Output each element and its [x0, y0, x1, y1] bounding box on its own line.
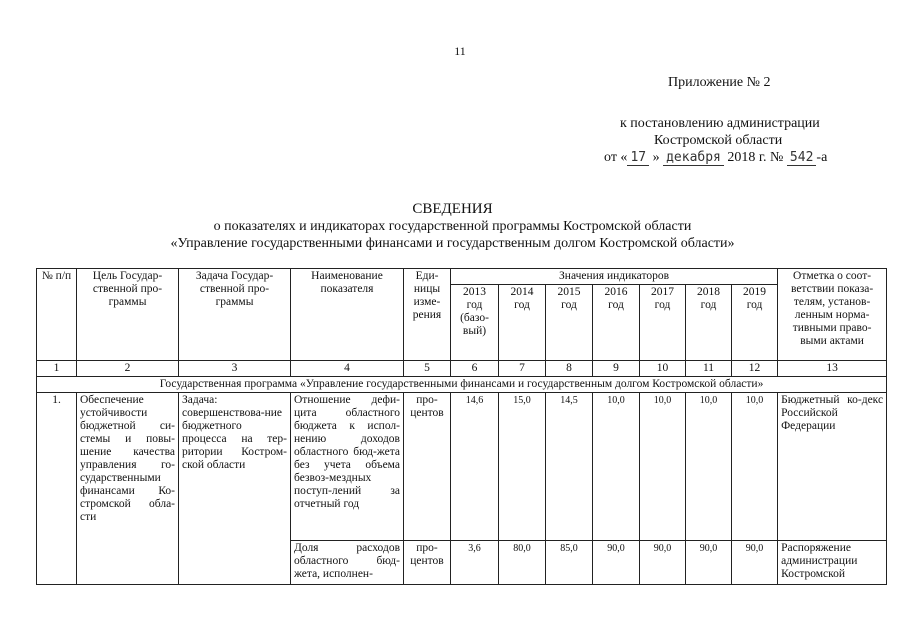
value-2018: 10,0 [686, 393, 732, 541]
mark-cell: Распоряжение администрации Костромской [778, 541, 887, 585]
header-year-2014: 2014 год [499, 285, 546, 361]
col-number: 4 [291, 361, 404, 377]
column-number-row [37, 361, 887, 377]
header-row-1 [37, 269, 887, 285]
goal-cell: Обеспечение устойчивости бюджетной си-стемы и повы-шение качества управления го-сударственными финансами Ко-стромской обла-сти [77, 393, 179, 585]
col-number: 12 [732, 361, 778, 377]
doc-subtitle-1: о показателях и индикаторах государственной программы Костромской области [213, 219, 692, 234]
decree-date-line [604, 150, 827, 166]
table-row [37, 393, 887, 541]
header-year-2017: 2017 год [640, 285, 686, 361]
decree-suffix: -а [816, 150, 828, 165]
header-goal: Цель Государ-ственной про-граммы [77, 269, 179, 361]
decree-line-1: к постановлению администрации [620, 116, 820, 131]
col-number: 13 [778, 361, 887, 377]
task-cell: Задача: совершенствова-ние бюджетного процесса на тер-ритории Костром-ской области [179, 393, 291, 585]
col-number: 8 [546, 361, 593, 377]
mark-cell: Бюджетный ко-декс Российской Федерации [778, 393, 887, 541]
page-number: 11 [454, 44, 466, 58]
col-number: 2 [77, 361, 179, 377]
value-2013: 14,6 [451, 393, 499, 541]
decree-month: декабря [663, 150, 724, 166]
decree-year: 2018 г. № [723, 150, 787, 165]
col-number: 11 [686, 361, 732, 377]
indicator-unit: про-центов [404, 393, 451, 541]
header-year-2015: 2015 год [546, 285, 593, 361]
value-2017: 10,0 [640, 393, 686, 541]
col-number: 6 [451, 361, 499, 377]
header-values-group: Значения индикаторов [451, 269, 778, 285]
program-title-cell: Государственная программа «Управление государственными финансами и государственным долгом Костромской области» [37, 377, 887, 393]
value-2015: 85,0 [546, 541, 593, 585]
value-2016: 90,0 [593, 541, 640, 585]
header-unit: Еди-ницы изме-рения [404, 269, 451, 361]
col-number: 1 [37, 361, 77, 377]
header-num: № п/п [37, 269, 77, 361]
value-2017: 90,0 [640, 541, 686, 585]
header-name: Наименование показателя [291, 269, 404, 361]
col-number: 7 [499, 361, 546, 377]
indicator-name: Отношение дефи-цита областного бюджета к испол-нению доходов областного бюд-жета без учета объема безвоз-мездных поступ-лений за отчетный год [291, 393, 404, 541]
header-year-2016: 2016 год [593, 285, 640, 361]
decree-prefix: от « [604, 150, 628, 165]
appendix-label: Приложение № 2 [668, 75, 771, 90]
col-number: 3 [179, 361, 291, 377]
col-number: 5 [404, 361, 451, 377]
header-year-2013: 2013 год (базо-вый) [451, 285, 499, 361]
header-year-2018: 2018 год [686, 285, 732, 361]
header-task: Задача Государ-ственной про-граммы [179, 269, 291, 361]
col-number: 9 [593, 361, 640, 377]
col-number: 10 [640, 361, 686, 377]
value-2016: 10,0 [593, 393, 640, 541]
doc-heading: СВЕДЕНИЯ [412, 201, 493, 217]
value-2015: 14,5 [546, 393, 593, 541]
value-2018: 90,0 [686, 541, 732, 585]
value-2019: 90,0 [732, 541, 778, 585]
decree-number: 542 [787, 150, 816, 166]
decree-line-2: Костромской области [654, 133, 783, 148]
value-2019: 10,0 [732, 393, 778, 541]
indicator-unit: про-центов [404, 541, 451, 585]
value-2014: 80,0 [499, 541, 546, 585]
decree-day: 17 [627, 150, 649, 166]
indicators-table [36, 268, 887, 585]
header-year-2019: 2019 год [732, 285, 778, 361]
indicator-name: Доля расходов областного бюд-жета, исполнен- [291, 541, 404, 585]
header-mark: Отметка о соот-ветствии показа-телям, установ-ленным норма-тивными право-выми актами [778, 269, 887, 361]
value-2014: 15,0 [499, 393, 546, 541]
value-2013: 3,6 [451, 541, 499, 585]
doc-subtitle-2: «Управление государственными финансами и государственным долгом Костромской области» [170, 236, 735, 251]
row-number: 1. [37, 393, 77, 585]
program-row [37, 377, 887, 393]
decree-mid: » [649, 150, 664, 165]
